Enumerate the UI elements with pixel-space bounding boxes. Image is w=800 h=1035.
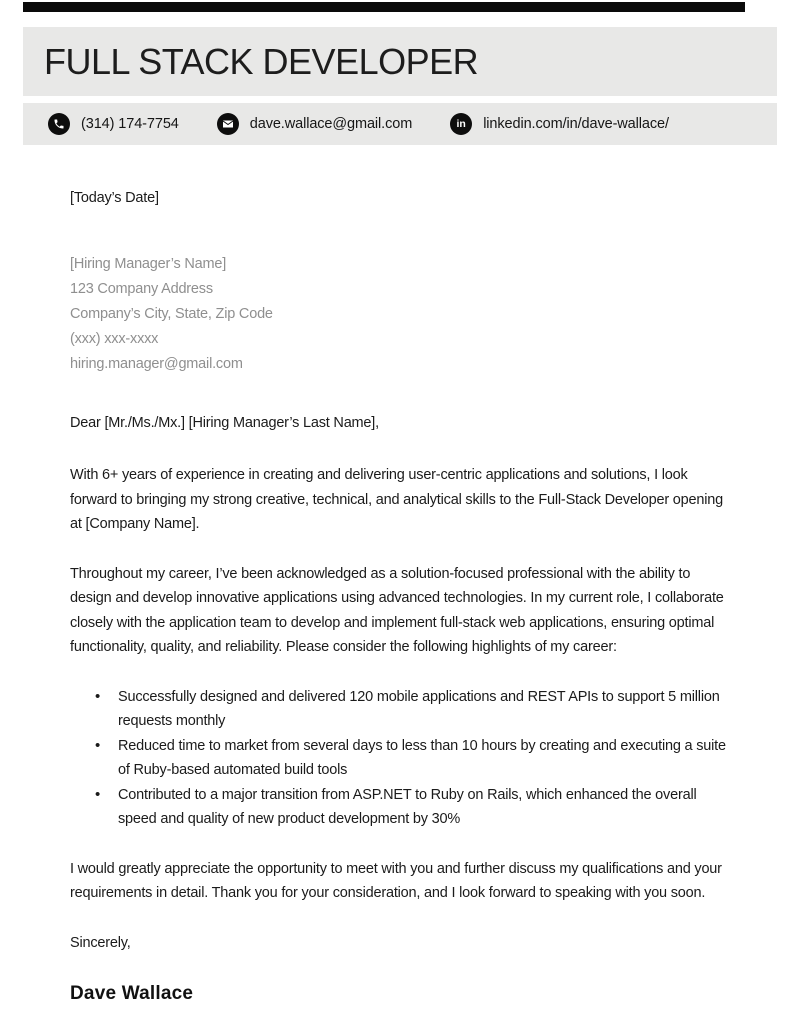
valediction: Sincerely,: [70, 934, 131, 951]
highlight-item: • Reduced time to market from several days to less than 10 hours by creating and executing a suite of Ruby-based automated build tools: [70, 734, 730, 783]
contact-linkedin: [450, 113, 669, 135]
salutation: Dear [Mr./Ms./Mx.] [Hiring Manager’s Last Name],: [70, 414, 379, 431]
highlight-item: • Successfully designed and delivered 120 mobile applications and REST APIs to support 5 million requests monthly: [70, 685, 730, 734]
recipient-phone: (xxx) xxx-xxxx: [70, 330, 159, 347]
contact-email: [217, 113, 412, 135]
contact-phone: [48, 113, 179, 135]
paragraph-intro: With 6+ years of experience in creating and delivering user-centric applications and solutions, I look forward to bringing my strong creative, technical, and analytical skills to the Full-Stack Developer opening at [Company Name].: [70, 467, 723, 532]
signature-name: Dave Wallace: [70, 983, 194, 1004]
phone-number: (314) 174-7754: [81, 116, 179, 132]
email-address: dave.wallace@gmail.com: [249, 116, 413, 132]
recipient-city-state-zip: Company’s City, State, Zip Code: [70, 305, 273, 322]
page-title: FULL STACK DEVELOPER: [44, 40, 479, 82]
contact-bar: [23, 103, 777, 145]
paragraph-closing: I would greatly appreciate the opportunity to meet with you and further discuss my qualifications and your requirements in detail. Thank you for your consideration, and I look forward to speaking with you soon.: [70, 860, 722, 901]
paragraph-career: Throughout my career, I’ve been acknowledged as a solution-focused professional with the ability to design and develop innovative applications using advanced technologies. In my current role, I collaborate closely with the application team to develop and implement full-stack web applications, ensuring optimal functionality, quality, and reliability. Please consider the following highlights of my career:: [70, 565, 724, 655]
linkedin-url: linkedin.com/in/dave-wallace/: [483, 116, 669, 132]
recipient-name: [Hiring Manager’s Name]: [70, 255, 227, 272]
phone-icon: [48, 113, 70, 135]
header-title-band: [23, 27, 777, 96]
highlight-item: • Contributed to a major transition from ASP.NET to Ruby on Rails, which enhanced the overall speed and quality of new product development by 30%: [70, 783, 730, 832]
highlights-list: [70, 685, 730, 832]
recipient-block: [70, 252, 730, 377]
linkedin-icon: in: [450, 113, 472, 135]
recipient-address: 123 Company Address: [70, 280, 213, 297]
date-placeholder: [Today’s Date]: [70, 190, 159, 206]
top-accent-bar: [23, 2, 745, 12]
email-icon: [217, 113, 239, 135]
letter-body: [0, 186, 800, 1007]
recipient-email: hiring.manager@gmail.com: [70, 355, 243, 372]
